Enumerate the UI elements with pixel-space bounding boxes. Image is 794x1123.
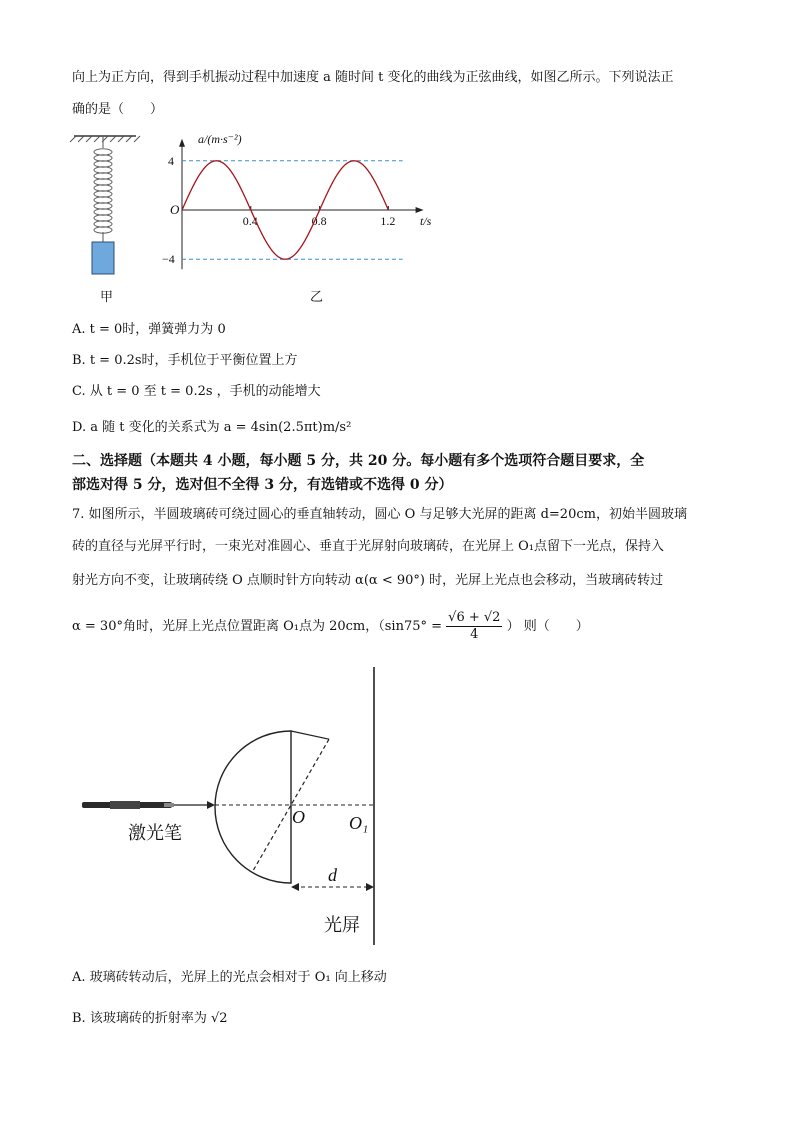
phone-block [92, 242, 114, 274]
chart-origin-label: O [170, 202, 180, 217]
label-screen: 光屏 [324, 915, 360, 936]
chart-y-arrow [179, 139, 185, 147]
q7-stem-line1: 7. 如图所示，半圆玻璃砖可绕过圆心的垂直轴转动，圆心 O 与足够大光屏的距离 d=20cm，初始半圆玻璃 [72, 507, 687, 522]
figure-label-jia: 甲 [100, 290, 114, 305]
spring-coil-loop [94, 203, 112, 209]
spring-coil-loop [94, 167, 112, 173]
laser-pen-icon [82, 801, 215, 809]
chart-y-tick-label: −4 [162, 252, 175, 267]
chart-y-axis-label: a/(m·s⁻²) [198, 132, 242, 146]
q6-stem-line1: 向上为正方向，得到手机振动过程中加速度 a 随时间 t 变化的曲线为正弦曲线，如图乙所示。下列说法正 [72, 70, 674, 85]
label-O: O [292, 807, 305, 827]
spring-coil-loop [94, 179, 112, 185]
spring-coil-loop [94, 221, 112, 227]
q7-stem-line4 [72, 610, 589, 643]
label-O1: O₁ [349, 813, 369, 833]
spring-coil-loop [94, 197, 112, 203]
chart-x-axis-label: t/s [420, 214, 432, 228]
spring-coil-loop [94, 191, 112, 197]
acceleration-chart [162, 128, 448, 298]
sin75-denominator: 4 [470, 627, 479, 642]
q7-stem-line4-b: ） 则（ ） [506, 619, 589, 634]
spring-coil-loop [94, 161, 112, 167]
spring-figure [70, 128, 150, 308]
q6-option-a: A. t = 0时，弹簧弹力为 0 [72, 322, 226, 337]
spring-coil-loop [94, 185, 112, 191]
spring-coil-loop [94, 215, 112, 221]
q6-option-d: D. a 随 t 变化的关系式为 a = 4sin(2.5πt)m/s² [72, 420, 352, 435]
chart-x-tick-label: 0.4 [242, 214, 258, 228]
figure-label-yi: 乙 [310, 290, 324, 305]
glass-brick-figure [72, 665, 402, 955]
chart-x-tick-label: 1.2 [380, 214, 396, 228]
q7-stem-line2: 砖的直径与光屏平行时，一束光对准圆心、垂直于光屏射向玻璃砖，在光屏上 O₁点留下一光点，保持入 [72, 539, 665, 554]
chart-x-tick-label: 0.8 [311, 214, 327, 228]
q6-option-c: C. 从 t = 0 至 t = 0.2s ，手机的动能增大 [72, 384, 321, 399]
spring-coil-loop [94, 155, 112, 161]
section2-heading-line2: 部选对得 5 分，选对但不全得 3 分，有选错或不选得 0 分） [72, 477, 453, 493]
semicircle-glass [215, 731, 291, 883]
label-laser-pen: 激光笔 [128, 823, 182, 844]
sin75-fraction [446, 610, 502, 643]
section2-heading-line1: 二、选择题（本题共 4 小题，每小题 5 分，共 20 分。每小题有多个选项符合题目要求，全 [72, 453, 645, 469]
label-d: d [328, 865, 337, 885]
q6-option-b: B. t = 0.2s时，手机位于平衡位置上方 [72, 353, 298, 368]
chart-y-tick-label: 4 [168, 153, 174, 168]
sin75-numerator: √6 + √2 [448, 610, 501, 625]
q7-stem-line3: 射光方向不变，让玻璃砖绕 O 点顺时针方向转动 α(α < 90°) 时，光屏上光点也会移动，当玻璃砖转过 [72, 573, 664, 588]
spring-coil-loop [94, 173, 112, 179]
spring-coil-loop [94, 149, 112, 155]
q6-stem-line2: 确的是（ ） [72, 102, 164, 117]
q7-stem-line4-a: α = 30°角时，光屏上光点位置距离 O₁点为 20cm，（sin75° = [72, 619, 443, 634]
q7-option-a: A. 玻璃砖转动后，光屏上的光点会相对于 O₁ 向上移动 [72, 970, 387, 985]
chart-x-arrow [416, 207, 424, 213]
q7-option-b: B. 该玻璃砖的折射率为 √2 [72, 1011, 228, 1026]
spring-coil-loop [94, 209, 112, 215]
